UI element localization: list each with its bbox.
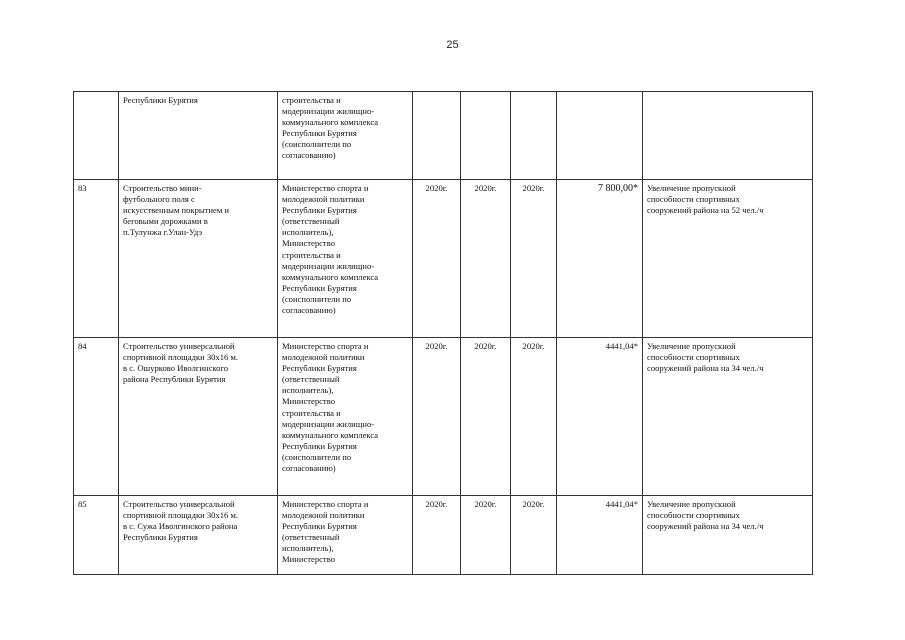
year-funding: 2020г. xyxy=(511,496,557,575)
year-end: 2020г. xyxy=(461,338,511,496)
row-number xyxy=(74,92,119,180)
row-number: 85 xyxy=(74,496,119,575)
funding-amount: 7 800,00* xyxy=(557,180,643,338)
row-number: 83 xyxy=(74,180,119,338)
expected-result: Увеличение пропускной способности спортивных сооружений района на 52 чел./ч xyxy=(643,180,813,338)
row-number: 84 xyxy=(74,338,119,496)
executors: Министерство спорта и молодежной политики Республики Бурятия (ответственный исполнитель), Министерство строительства и модернизации жилищно- коммунального комплекса Республики Бурятия (соисполнители по согласованию) xyxy=(278,180,413,338)
measure-name: Строительство универсальной спортивной площадки 30х16 м. в с. Ошурково Иволгинского района Республики Бурятия xyxy=(119,338,278,496)
expected-result: Увеличение пропускной способности спортивных сооружений района на 34 чел./ч xyxy=(643,338,813,496)
executors: Министерство спорта и молодежной политики Республики Бурятия (ответственный исполнитель), Министерство xyxy=(278,496,413,575)
year-start xyxy=(413,92,461,180)
expected-result xyxy=(643,92,813,180)
expected-result: Увеличение пропускной способности спортивных сооружений района на 34 чел./ч xyxy=(643,496,813,575)
measure-name: Республики Бурятия xyxy=(119,92,278,180)
year-funding xyxy=(511,92,557,180)
year-start: 2020г. xyxy=(413,180,461,338)
funding-amount xyxy=(557,92,643,180)
year-end: 2020г. xyxy=(461,496,511,575)
year-end: 2020г. xyxy=(461,180,511,338)
measure-name: Строительство универсальной спортивной площадки 30х16 м. в с. Сужа Иволгинского района Республики Бурятия xyxy=(119,496,278,575)
program-table xyxy=(73,91,813,575)
funding-amount: 4441,04* xyxy=(557,496,643,575)
page-number: 25 xyxy=(446,39,459,51)
year-start: 2020г. xyxy=(413,496,461,575)
funding-amount: 4441,04* xyxy=(557,338,643,496)
table-row xyxy=(74,496,813,575)
measure-name: Строительство мини- футбольного поля с искусственным покрытием и беговыми дорожками в п.Тулунжа г.Улан-Удэ xyxy=(119,180,278,338)
year-funding: 2020г. xyxy=(511,338,557,496)
executors: строительства и модернизации жилищно- коммунального комплекса Республики Бурятия (соисполнители по согласованию) xyxy=(278,92,413,180)
table-row xyxy=(74,92,813,180)
table-row xyxy=(74,338,813,496)
executors: Министерство спорта и молодежной политики Республики Бурятия (ответственный исполнитель), Министерство строительства и модернизации жилищно- коммунального комплекса Республики Бурятия (соисполнители по согласованию) xyxy=(278,338,413,496)
year-funding: 2020г. xyxy=(511,180,557,338)
table-row xyxy=(74,180,813,338)
year-start: 2020г. xyxy=(413,338,461,496)
year-end xyxy=(461,92,511,180)
